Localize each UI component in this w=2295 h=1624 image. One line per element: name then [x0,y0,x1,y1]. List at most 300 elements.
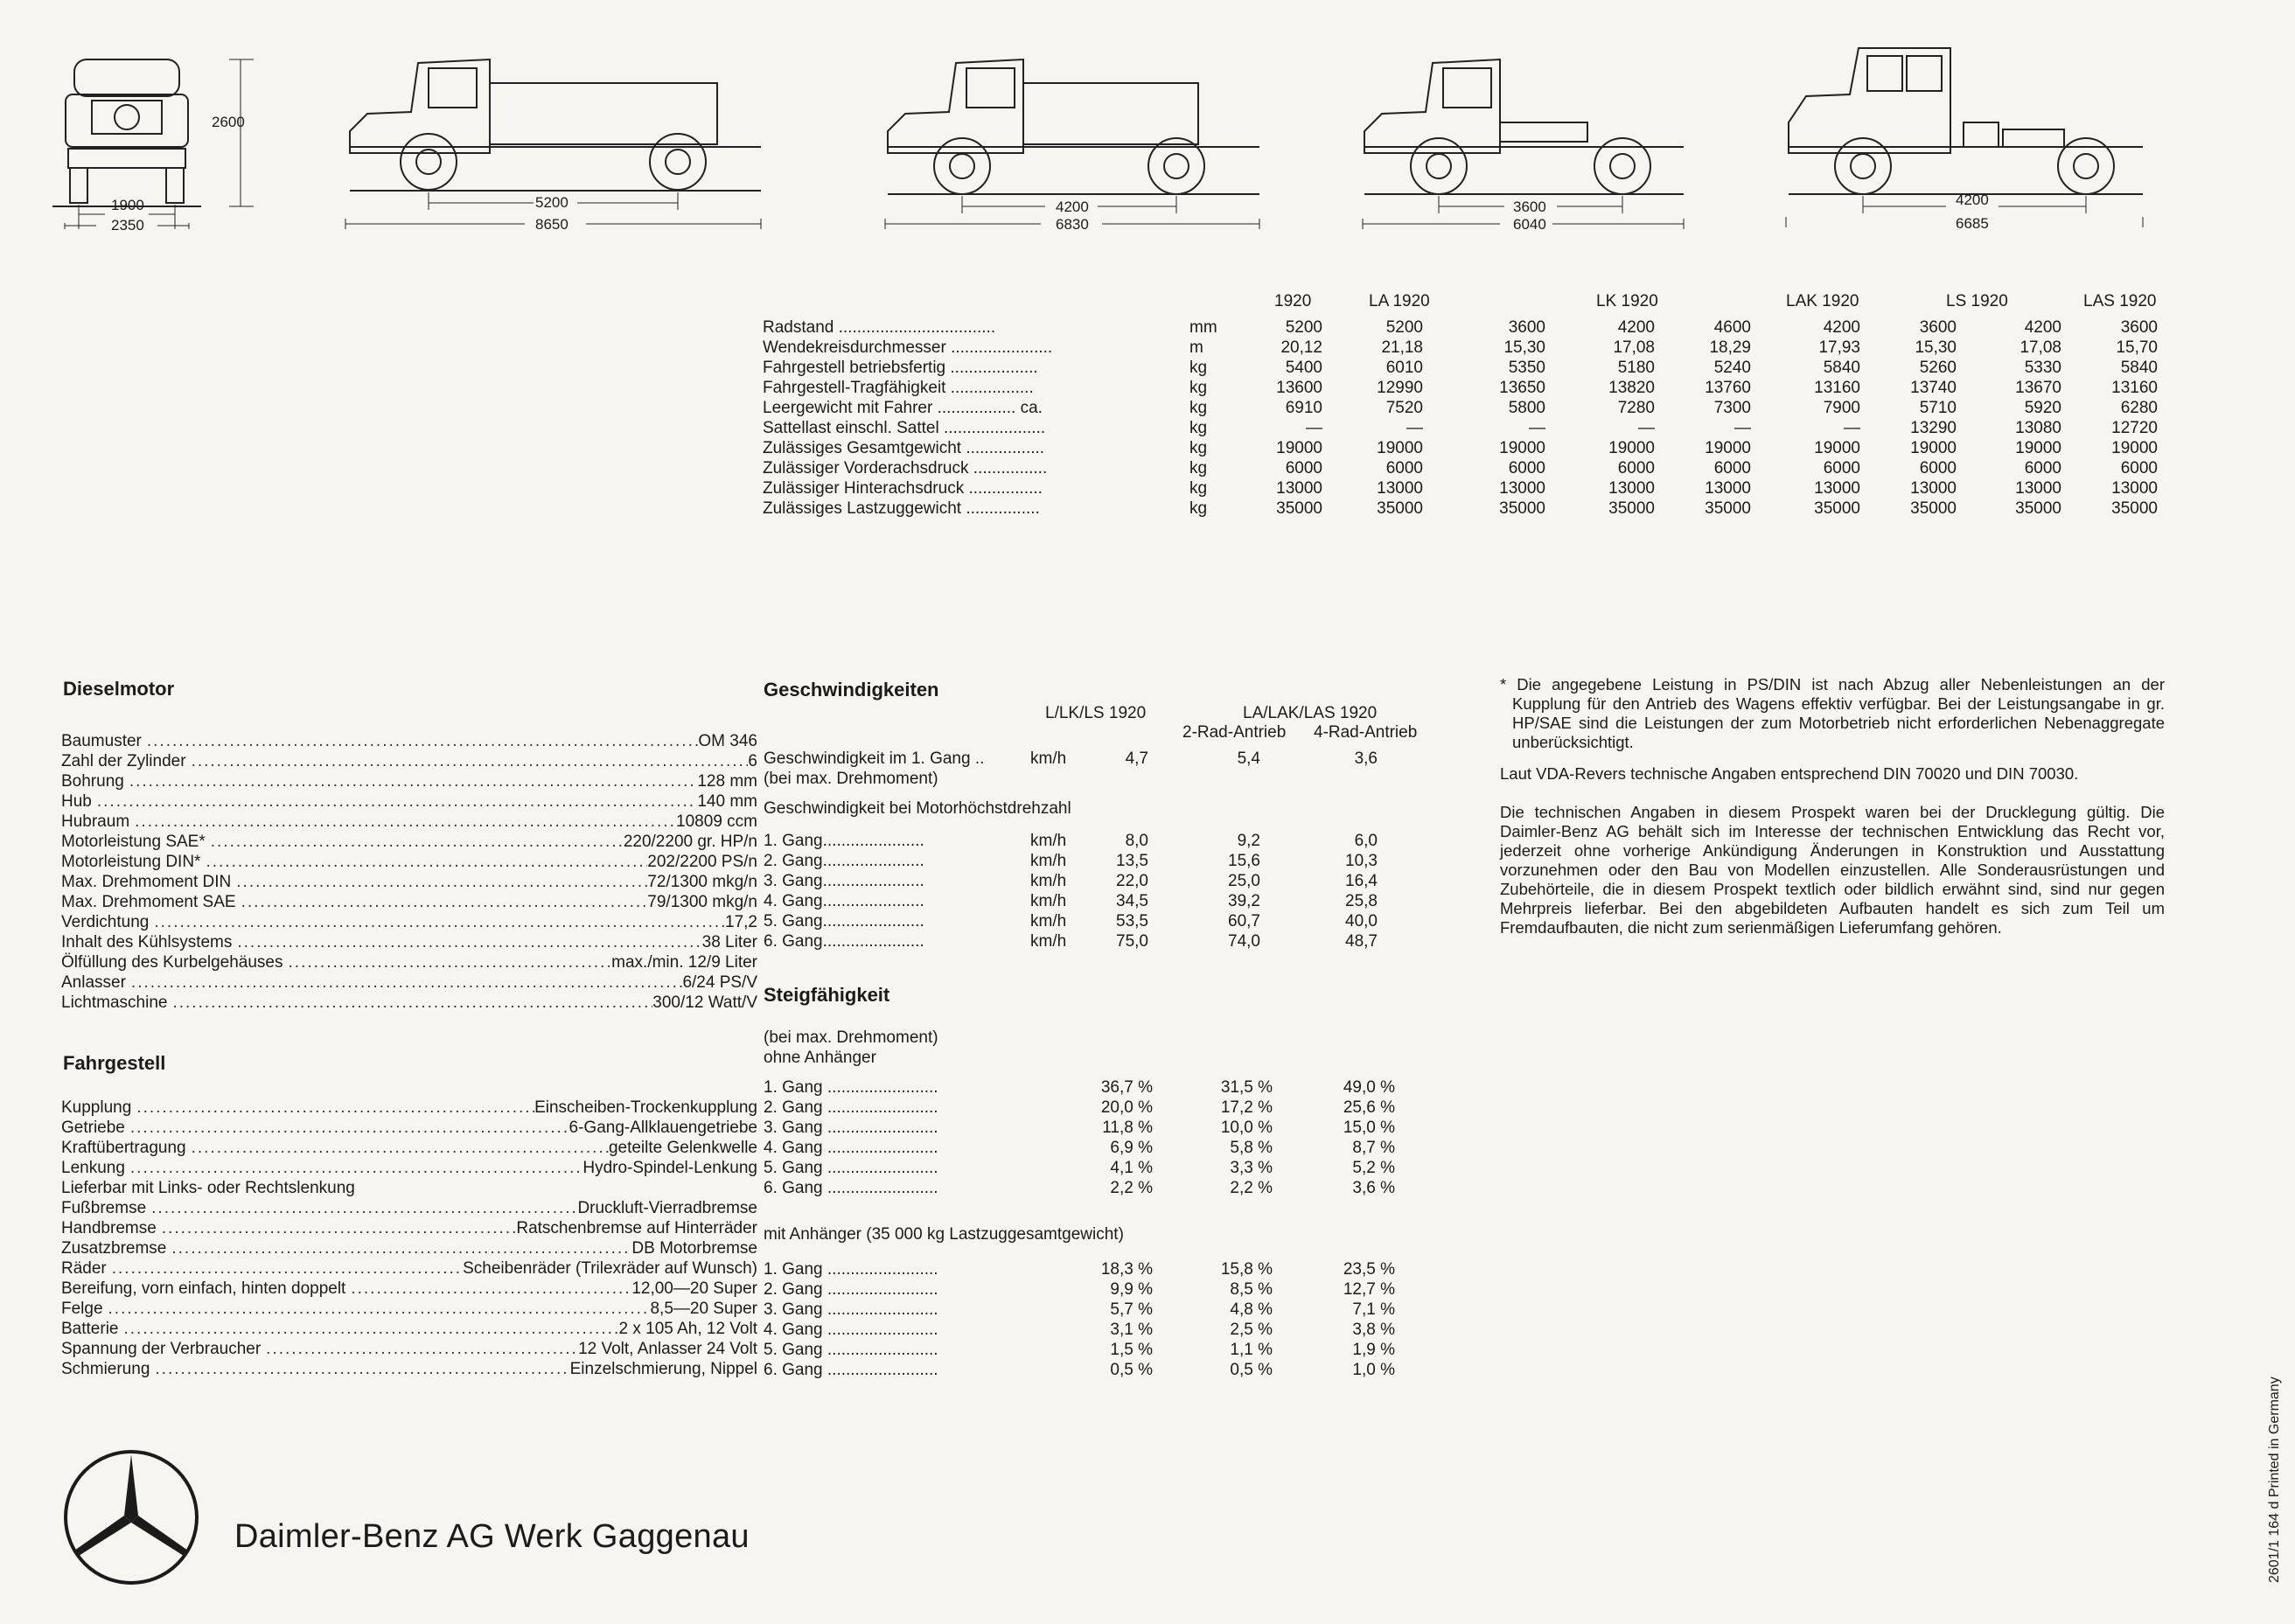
spec-row [61,1218,757,1238]
company-name: Daimler-Benz AG Werk Gaggenau [234,1518,750,1555]
spec-value: 17,2 [725,913,757,931]
spec-value: 12 Volt, Anlasser 24 Volt [578,1340,757,1358]
gear-value: 18,3 % [1100,1260,1153,1279]
dimension-cell: 13290 [1910,419,1957,437]
gear-value: 8,5 % [1230,1280,1273,1299]
dimension-cell: 20,12 [1280,338,1322,357]
gear-value: 74,0 [1228,932,1260,951]
spec-key: Kupplung [61,1098,132,1117]
dot-leader [142,731,699,751]
spec-row [61,751,757,771]
spec-row [61,972,757,993]
spec-value: 6/24 PS/V [682,973,757,992]
dot-leader [118,1319,618,1339]
dot-leader [124,771,698,791]
gear-value: 13,5 [1116,852,1148,870]
gear-value: 36,7 % [1100,1078,1153,1097]
dimension-cell: 13000 [1910,479,1957,498]
spec-row [61,1118,757,1138]
truck3-wheelbase-label: 3600 [1513,199,1546,215]
col-header-lak1920: LAK 1920 [1786,292,1859,310]
spec-row [61,1158,757,1178]
dimension-row [763,418,2162,438]
dimension-cell: 6000 [1823,459,1860,477]
gear-value: 10,3 [1345,852,1378,870]
dot-leader [107,1258,463,1279]
notes-block [1500,675,2165,937]
spec-row [61,1359,757,1379]
dimension-cell: 5840 [2120,359,2158,377]
gear-row [764,1118,1428,1138]
dimension-cell: 7280 [1617,399,1655,417]
dimension-row-label: Wendekreisdurchmesser ...................... [763,338,1053,357]
dimension-cell: 7900 [1823,399,1860,417]
note-vda: Laut VDA-Revers technische Angaben entsprechend DIN 70020 und DIN 70030. [1500,764,2079,783]
spec-row [61,892,757,912]
dimension-row-unit: kg [1189,439,1208,457]
dimension-cell: 4600 [1713,318,1751,337]
dimension-cell: 35000 [1276,499,1322,518]
dimension-cell: — [1529,419,1545,437]
spec-key: Spannung der Verbraucher [61,1340,262,1358]
dimension-cell: 5330 [2024,359,2061,377]
spec-value: geteilte Gelenkwelle [608,1139,757,1157]
spec-row [61,812,757,832]
gear-value: 10,0 % [1220,1119,1273,1137]
spec-value: Hydro-Spindel-Lenkung [582,1159,757,1177]
spec-key: Hub [61,792,92,811]
dimension-cell: 35000 [2015,499,2061,518]
dot-leader [157,1218,517,1238]
col-2rad: 2-Rad-Antrieb [1182,723,1287,742]
spec-row [61,952,757,972]
dimension-cell: — [1306,419,1322,437]
gear-value: 48,7 [1345,932,1378,951]
spec-key: Handbremse [61,1219,157,1237]
dot-leader [166,1238,631,1258]
gear-value: 8,0 [1125,832,1148,850]
first-gear-row: Geschwindigkeit im 1. Gang .. km/h 4,7 5,4 3,6 [764,749,1378,768]
dimension-cell: — [1406,419,1423,437]
dot-leader [131,1098,534,1118]
spec-key: Inhalt des Kühlsystems [61,933,233,951]
spec-value: 79/1300 mkg/n [647,893,757,911]
dimension-cell: 5920 [2024,399,2061,417]
dot-leader [206,832,624,852]
dimension-cell: 19000 [1276,439,1322,457]
dimension-row-unit: kg [1189,479,1208,498]
gear-value: 8,7 % [1352,1139,1395,1157]
spec-row [61,731,757,751]
dot-leader [103,1299,651,1319]
dimension-cell: 6280 [2120,399,2158,417]
dimension-row-label: Leergewicht mit Fahrer ................. ca. [763,399,1043,417]
dimension-cell: 4200 [2024,318,2061,337]
spec-row [61,852,757,872]
gear-value: 53,5 [1116,912,1148,930]
spec-key: Lichtmaschine [61,993,168,1012]
dot-leader [149,912,725,932]
dimension-cell: 3600 [1508,318,1545,337]
dimension-cell: — [1844,419,1860,437]
dimension-cell: 19000 [1705,439,1751,457]
dimension-cell: 13000 [1705,479,1751,498]
gear-label: 1. Gang ........................ [764,1260,938,1279]
note-disclaimer: Die technischen Angaben in diesem Prospekt waren bei der Drucklegung gültig. Die Daimler-Benz AG behält sich im Interesse der technischen Entwicklung das Recht vor, jederzeit ohne vorherige Ankündigung Änderungen in Konstruktion und Ausstattung vorzunehmen oder den Bau von Modellen einzustellen. Alle Sonderausrüstungen und Zubehörteile, die in diesem Prospekt textlich oder bildlich erwähnt sind, sind nur gegen Mehrpreis lieferbar. Bei den abgebildeten Aufbauten handelt es sich zum Teil um Fremdaufbauten, die nicht zum serienmäßigen Lieferumfang gehören. [1500,803,2165,937]
spec-key: Lenkung [61,1159,125,1177]
spec-key: Baumuster [61,732,142,750]
spec-value: DB Motorbremse [631,1239,757,1258]
geschwindigkeiten-table [764,703,1463,965]
dimension-cell: 19000 [2015,439,2061,457]
truck4-length-label: 6685 [1956,215,1989,232]
dimension-cell: 35000 [1499,499,1545,518]
gear-label: 6. Gang...................... [764,932,924,951]
gear-unit: km/h [1030,832,1067,850]
gear-value: 22,0 [1116,872,1148,890]
spec-key: Getriebe [61,1119,125,1137]
col-4rad: 4-Rad-Antrieb [1314,723,1418,742]
steigfaehigkeit-title: Steigfähigkeit [764,984,890,1006]
spec-key: Zusatzbremse [61,1239,167,1258]
dimension-cell: 5800 [1508,399,1545,417]
gear-value: 15,0 % [1343,1119,1395,1137]
dimension-cell: 13820 [1608,379,1655,397]
gear-label: 4. Gang...................... [764,892,924,910]
gear-unit: km/h [1030,892,1067,910]
dimension-cell: 21,18 [1381,338,1423,357]
spec-row [61,1299,757,1319]
col-header-lk1920: LK 1920 [1596,292,1658,310]
front-track-label: 1900 [111,197,144,213]
gear-row [764,1259,1428,1279]
dot-leader [125,1118,569,1138]
truck1-length-label: 8650 [535,216,569,233]
gear-label: 1. Gang ........................ [764,1078,938,1097]
spec-row [61,1198,757,1218]
dimension-cell: 7520 [1385,399,1423,417]
dimension-row-label: Fahrgestell-Tragfähigkeit .................. [763,379,1034,397]
dimension-cell: 13000 [1608,479,1655,498]
truck3-length-label: 6040 [1513,216,1546,233]
dimension-cell: 35000 [1705,499,1751,518]
gear-value: 3,8 % [1352,1321,1395,1339]
dot-leader [146,1198,577,1218]
spec-key: Räder [61,1259,107,1278]
col-header-1920: 1920 [1274,292,1312,310]
gear-label: 4. Gang ........................ [764,1139,938,1157]
first-gear-note: (bei max. Drehmoment) [764,770,938,788]
dot-leader [125,1158,582,1178]
spec-row [61,1178,757,1198]
spec-value: 72/1300 mkg/n [647,873,757,891]
gear-row [764,851,1428,871]
dimension-cell: 5840 [1823,359,1860,377]
gear-value: 16,4 [1345,872,1378,890]
gear-value: 7,1 % [1352,1300,1395,1319]
spec-row [61,1258,757,1279]
dimension-row [763,438,2162,458]
spec-key: Fußbremse [61,1199,147,1217]
dot-leader [150,1359,569,1379]
spec-value: Einzelschmierung, Nippel [569,1360,757,1378]
gear-value: 6,0 [1354,832,1378,850]
note-footnote: * Die angegebene Leistung in PS/DIN ist nach Abzug aller Nebenleistungen an der Kupplung für den Antrieb des Wagens effektiv verfügbar. Bei der Leistungsangabe in gr. HP/SAE sind die Leistungen der zum Motorbetrieb nicht erforderlichen Nebenaggregate unberücksichtigt. [1500,675,2165,751]
dot-leader [236,892,648,912]
dimension-cell: 15,70 [2116,338,2158,357]
gear-value: 2,2 % [1230,1179,1273,1197]
spec-key: Anlasser [61,973,126,992]
dimension-cell: 3600 [2120,318,2158,337]
steigfaehigkeit-table [764,1028,1463,1386]
gear-unit: km/h [1030,872,1067,890]
spec-value: 6-Gang-Allklauengetriebe [569,1119,757,1137]
spec-value: 220/2200 gr. HP/n [623,833,757,851]
spec-key: Zahl der Zylinder [61,752,186,770]
gear-label: 3. Gang...................... [764,872,924,890]
fahrgestell-title: Fahrgestell [63,1052,166,1074]
spec-key: Bereifung, vorn einfach, hinten doppelt [61,1279,346,1298]
dieselmotor-title: Dieselmotor [63,678,175,700]
truck2-length-label: 6830 [1056,216,1089,233]
spec-value: Druckluft-Vierradbremse [577,1199,757,1217]
col-llkls: L/LK/LS 1920 [1045,704,1147,722]
max-rpm-label: Geschwindigkeit bei Motorhöchstdrehzahl [764,799,1071,818]
gear-label: 3. Gang ........................ [764,1119,938,1137]
gear-value: 23,5 % [1343,1260,1395,1279]
gear-row [764,891,1428,911]
gear-row [764,1320,1428,1340]
dimension-row [763,398,2162,418]
dimension-cell: 35000 [1814,499,1860,518]
dimension-cell: 35000 [2111,499,2158,518]
dimension-row-unit: kg [1189,459,1208,477]
dimension-row-label: Zulässiges Lastzuggewicht ................ [763,499,1040,518]
dimension-row-label: Zulässiger Hinterachsdruck ................ [763,479,1043,498]
spec-value: 38 Liter [701,933,757,951]
spec-row [61,1339,757,1359]
gear-value: 4,1 % [1110,1159,1153,1177]
gear-label: 1. Gang...................... [764,832,924,850]
gear-label: 5. Gang...................... [764,912,924,930]
gear-value: 25,6 % [1343,1098,1395,1117]
dimension-cell: 13670 [2015,379,2061,397]
spec-value: 8,5—20 Super [650,1300,757,1318]
spec-row [61,932,757,952]
front-width-label: 2350 [111,217,144,233]
dimension-cell: 17,08 [1613,338,1655,357]
dot-leader [261,1339,578,1359]
gear-value: 34,5 [1116,892,1148,910]
dimension-cell: 13080 [2015,419,2061,437]
dimension-cell: 6000 [2120,459,2158,477]
dot-leader [126,972,683,993]
dimension-row [763,378,2162,398]
dimension-cell: 13000 [1377,479,1423,498]
spec-value: OM 346 [698,732,757,750]
spec-value: 140 mm [697,792,757,811]
gear-row [764,1340,1428,1360]
col-header-la1920: LA 1920 [1369,292,1430,310]
dimension-cell: 6910 [1285,399,1322,417]
dot-leader [200,852,647,872]
gear-value: 1,1 % [1230,1341,1273,1359]
spec-row [61,993,757,1013]
spec-key: Lieferbar mit Links- oder Rechtslenkung [61,1179,355,1197]
dimension-cell: 6000 [1713,459,1751,477]
gear-value: 1,9 % [1352,1341,1395,1359]
spec-key: Ölfüllung des Kurbelgehäuses [61,953,283,972]
dimension-cell: 19000 [1377,439,1423,457]
dimension-cell: 5260 [1919,359,1957,377]
dimension-cell: 17,93 [1818,338,1860,357]
steig-mit-label: mit Anhänger (35 000 kg Lastzuggesamtgewicht) [764,1225,1124,1244]
truck1-wheelbase-label: 5200 [535,194,569,211]
gear-value: 5,8 % [1230,1139,1273,1157]
spec-row [61,791,757,812]
gear-value: 11,8 % [1102,1119,1153,1137]
dimension-cell: 17,08 [2019,338,2061,357]
gear-value: 0,5 % [1110,1361,1153,1379]
gear-unit: km/h [1030,852,1067,870]
spec-row [61,872,757,892]
gear-row [764,1077,1428,1098]
gear-value: 1,0 % [1352,1361,1395,1379]
truck2-wheelbase-label: 4200 [1056,199,1089,215]
dimension-cell: 5180 [1617,359,1655,377]
mercedes-star-logo [61,1447,201,1587]
spec-row [61,1279,757,1299]
dimension-row [763,498,2162,519]
gear-value: 2,2 % [1110,1179,1153,1197]
spec-value: Scheibenräder (Trilexräder auf Wunsch) [463,1259,757,1278]
dimension-row [763,317,2162,338]
dimension-row-label: Radstand .................................. [763,318,996,337]
dimension-cell: 19000 [1910,439,1957,457]
gear-value: 3,1 % [1110,1321,1153,1339]
dimension-table [763,291,2162,527]
dimension-cell: 35000 [1910,499,1957,518]
dot-leader [92,791,698,812]
front-height-label: 2600 [212,114,245,130]
print-code: 2601/1 164 d Printed in Germany [2267,1377,2282,1583]
front-view-drawing [52,59,254,229]
dimension-cell: 12720 [2111,419,2158,437]
gear-row [764,871,1428,891]
dimension-cell: 4200 [1617,318,1655,337]
gear-label: 6. Gang ........................ [764,1361,938,1379]
dot-leader [345,1279,631,1299]
spec-value: 12,00—20 Super [631,1279,757,1298]
dimension-cell: 6000 [1617,459,1655,477]
dimension-cell: 13000 [1276,479,1322,498]
dot-leader [232,932,701,952]
dimension-cell: 6000 [2024,459,2061,477]
gear-value: 4,8 % [1230,1300,1273,1319]
dimension-row [763,478,2162,498]
dimension-cell: 19000 [1814,439,1860,457]
gear-value: 5,7 % [1110,1300,1153,1319]
dimension-cell: 5200 [1385,318,1423,337]
gear-row [764,1158,1428,1178]
gear-row [764,1279,1428,1300]
dimension-cell: 13160 [2111,379,2158,397]
gear-value: 9,2 [1237,832,1260,850]
steig-note-2: ohne Anhänger [764,1049,876,1067]
gear-row [764,1138,1428,1158]
col-header-las1920: LAS 1920 [2083,292,2157,310]
dimension-cell: 13160 [1814,379,1860,397]
gear-value: 15,8 % [1220,1260,1273,1279]
dot-leader [186,1138,609,1158]
spec-key: Schmierung [61,1360,150,1378]
gear-value: 2,5 % [1230,1321,1273,1339]
dimension-row [763,358,2162,378]
gear-value: 9,9 % [1110,1280,1153,1299]
dimension-cell: 5400 [1285,359,1322,377]
spec-row [61,1319,757,1339]
dimension-row-unit: kg [1189,399,1208,417]
spec-key: Kraftübertragung [61,1139,186,1157]
gear-value: 3,6 % [1352,1179,1395,1197]
dimension-row-unit: kg [1189,499,1208,518]
gear-value: 1,5 % [1110,1341,1153,1359]
dimension-cell: 13000 [2111,479,2158,498]
gear-value: 5,2 % [1352,1159,1395,1177]
dimension-cell: 6000 [1508,459,1545,477]
gear-value: 40,0 [1345,912,1378,930]
gear-unit: km/h [1030,912,1067,930]
spec-key: Motorleistung DIN* [61,853,201,871]
dimension-cell: 15,30 [1503,338,1545,357]
gear-value: 49,0 % [1343,1078,1395,1097]
gear-row [764,911,1428,931]
spec-value: 6 [748,752,757,770]
dimension-row-label: Fahrgestell betriebsfertig ................... [763,359,1038,377]
spec-row [61,1098,757,1118]
spec-value: 10809 ccm [676,812,757,831]
dot-leader [231,872,647,892]
gear-value: 17,2 % [1220,1098,1273,1117]
dimension-row-label: Zulässiges Gesamtgewicht ................. [763,439,1045,457]
dimension-cell: 13000 [1814,479,1860,498]
dimension-row-label: Sattellast einschl. Sattel ...................... [763,419,1046,437]
spec-row [61,1238,757,1258]
dimension-cell: 6010 [1385,359,1423,377]
gear-row [764,831,1428,851]
spec-value: Einscheiben-Trockenkupplung [534,1098,757,1117]
gear-label: 3. Gang ........................ [764,1300,938,1319]
gear-value: 75,0 [1116,932,1148,951]
dimension-cell: — [1638,419,1655,437]
dimension-row-unit: kg [1189,359,1208,377]
dimension-cell: 6000 [1285,459,1322,477]
dimension-cell: 19000 [2111,439,2158,457]
col-lalaklas: LA/LAK/LAS 1920 [1243,704,1378,722]
spec-row [61,832,757,852]
dimension-cell: 13760 [1705,379,1751,397]
gear-value: 6,9 % [1110,1139,1153,1157]
gear-value: 0,5 % [1230,1361,1273,1379]
dimension-cell: 13740 [1910,379,1957,397]
gear-row [764,931,1428,951]
dimension-cell: 13000 [1499,479,1545,498]
spec-key: Motorleistung SAE* [61,833,206,851]
spec-row [61,1138,757,1158]
gear-label: 6. Gang ........................ [764,1179,938,1197]
dimension-cell: — [1734,419,1751,437]
dimension-cell: 12990 [1377,379,1423,397]
